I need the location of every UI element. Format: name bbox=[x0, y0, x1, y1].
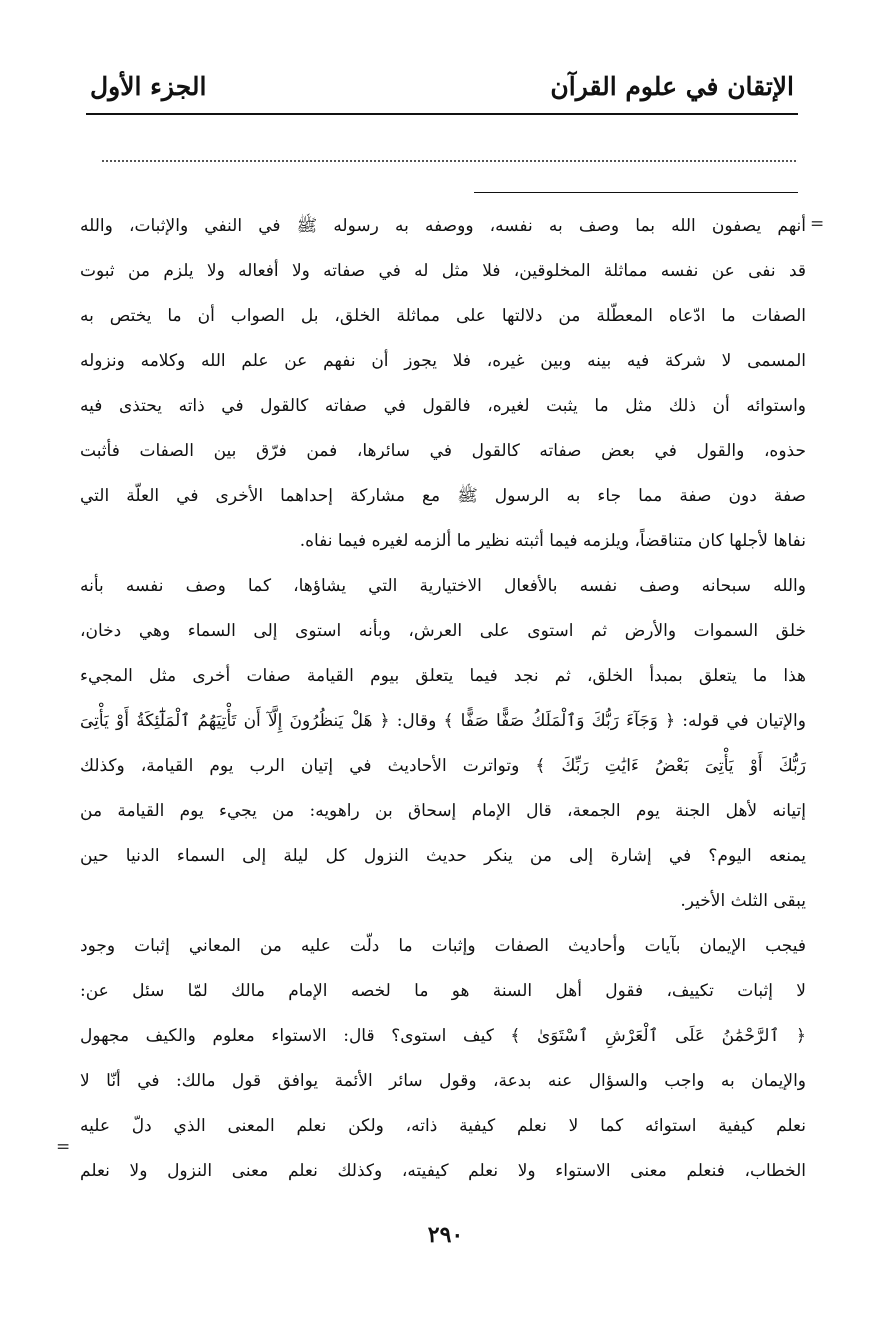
book-title: الإتقان في علوم القرآن bbox=[550, 72, 794, 101]
text-line: نفاها لأجلها كان متناقضاً، ويلزمه فيما أثبته نظير ما ألزمه لغيره فيما نفاه. bbox=[299, 531, 806, 551]
page-number: ٢٩٠ bbox=[427, 1222, 464, 1248]
text-line: والإتيان في قوله: ﴿ وَجَآءَ رَبُّكَ وَٱلْمَلَكُ صَفًّا صَفًّا ﴾ وقال: ﴿ هَلْ يَنظُرُونَ إِلَّآ أَن تَأْتِيَهُمُ ٱلْمَلَٰٓئِكَةُ أَوْ يَأْتِىَ bbox=[80, 711, 806, 731]
footnote-text bbox=[80, 204, 806, 1194]
text-line: يبقى الثلث الأخير. bbox=[680, 891, 806, 911]
continuation-mark-top: = bbox=[810, 214, 825, 234]
text-line: إتيانه لأهل الجنة يوم الجمعة، قال الإمام إسحاق بن راهويه: من يجيء يوم القيامة من bbox=[80, 801, 806, 821]
text-line: الصفات ما ادّعاه المعطّلة من دلالتها على مماثلة الخلق، بل الصواب أن ما يختص به bbox=[80, 306, 806, 326]
text-line: فيجب الإيمان بآيات وأحاديث الصفات وإثبات ما دلّت عليه من المعاني إثبات وجود bbox=[80, 936, 806, 956]
text-line: هذا ما يتعلق بمبدأ الخلق، ثم نجد فيما يتعلق بيوم القيامة صفات أخرى مثل المجيء bbox=[80, 666, 806, 686]
text-line: أنهم يصفون الله بما وصف به نفسه، ووصفه به رسوله ﷺ في النفي والإثبات، والله bbox=[80, 216, 806, 236]
text-line: قد نفى عن نفسه مماثلة المخلوقين، فلا مثل له في صفاته ولا أفعاله ولا يلزم من ثبوت bbox=[80, 261, 806, 281]
continuation-mark-bottom: = bbox=[56, 1137, 71, 1157]
text-line: والإيمان به واجب والسؤال عنه بدعة، وقول سائر الأئمة يوافق قول مالك: في أنّا لا bbox=[80, 1071, 806, 1091]
text-line: حذوه، والقول في بعض صفاته كالقول في سائرها، فمن فرّق بين الصفات فأثبت bbox=[80, 441, 806, 461]
page-header bbox=[86, 62, 798, 112]
text-line: ﴿ ٱلرَّحْمَٰنُ عَلَى ٱلْعَرْشِ ٱسْتَوَىٰ ﴾ كيف استوى؟ قال: الاستواء معلوم والكيف مجهول bbox=[80, 1026, 806, 1046]
text-line: نعلم كيفية استوائه كما لا نعلم كيفية ذاته، ولكن نعلم المعنى الذي دلّ عليه bbox=[80, 1116, 806, 1136]
text-line: خلق السموات والأرض ثم استوى على العرش، وبأنه استوى إلى السماء وهي دخان، bbox=[80, 621, 806, 641]
text-line: واستوائه أن ذلك مثل ما يثبت لغيره، فالقول في صفاته كالقول في ذاته يحتذى فيه bbox=[80, 396, 806, 416]
footnote-rule bbox=[474, 192, 798, 193]
text-line: لا إثبات تكييف، فقول أهل السنة هو ما لخصه الإمام مالك لمّا سئل عن: bbox=[80, 981, 806, 1001]
text-line: رَبُّكَ أَوْ يَأْتِىَ بَعْضُ ءَايَٰتِ رَبِّكَ ﴾ وتواترت الأحاديث في إتيان الرب يوم القيامة، وكذلك bbox=[80, 756, 806, 776]
text-line: يمنعه اليوم؟ في إشارة إلى من ينكر حديث النزول كل ليلة إلى السماء الدنيا حين bbox=[80, 846, 806, 866]
text-line: المسمى لا شركة فيه بينه وبين غيره، فلا يجوز أن نفهم عن علم الله وكلامه ونزوله bbox=[80, 351, 806, 371]
part-title: الجزء الأول bbox=[90, 72, 207, 101]
text-line: والله سبحانه وصف نفسه بالأفعال الاختيارية التي يشاؤها، كما وصف نفسه بأنه bbox=[80, 576, 806, 596]
text-line: الخطاب، فنعلم معنى الاستواء ولا نعلم كيفيته، وكذلك نعلم معنى النزول ولا نعلم bbox=[80, 1161, 806, 1181]
text-line: صفة دون صفة مما جاء به الرسول ﷺ مع مشاركة إحداهما الأخرى في العلّة التي bbox=[80, 486, 806, 506]
header-rule bbox=[86, 113, 798, 115]
dotted-separator bbox=[102, 160, 796, 162]
